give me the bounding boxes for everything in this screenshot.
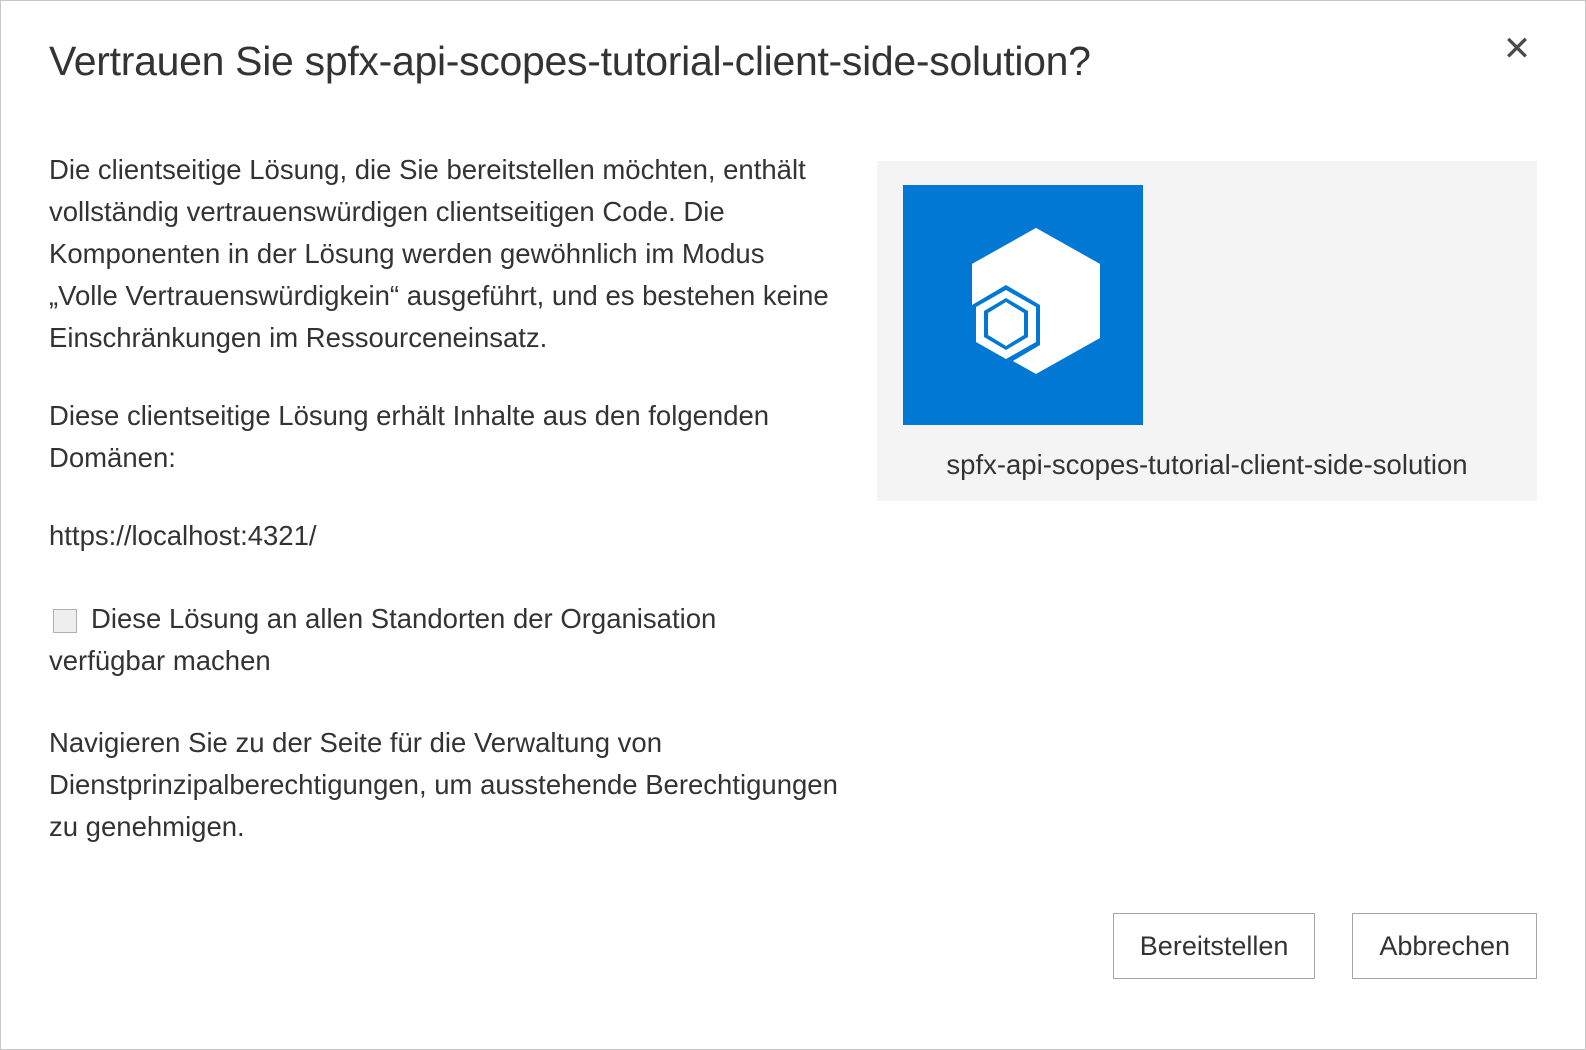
tenant-wide-deploy-checkbox[interactable] <box>53 609 77 633</box>
close-icon[interactable]: ✕ <box>1497 29 1537 69</box>
deploy-button[interactable]: Bereitstellen <box>1113 913 1316 979</box>
dialog-buttons <box>1113 913 1537 979</box>
solution-package-icon <box>903 185 1143 425</box>
solution-name: spfx-api-scopes-tutorial-client-side-solution <box>946 449 1468 480</box>
dialog-left-column <box>49 149 849 884</box>
domains-lead-paragraph: Diese clientseitige Lösung erhält Inhalte aus den folgenden Domänen: <box>49 400 770 474</box>
solution-card <box>877 161 1537 501</box>
cancel-button[interactable]: Abbrechen <box>1352 913 1537 979</box>
dialog-right-column <box>877 161 1537 501</box>
tenant-wide-deploy-label: Diese Lösung an allen Standorten der Organisation verfügbar machen <box>49 602 717 676</box>
tenant-wide-deploy-checkbox-row[interactable] <box>49 598 839 682</box>
domain-url: https://localhost:4321/ <box>49 520 317 552</box>
page-title: Vertrauen Sie spfx-api-scopes-tutorial-client-side-solution? <box>49 38 1091 84</box>
intro-paragraph: Die clientseitige Lösung, die Sie bereitstellen möchten, enthält vollständig vertrauenswürdigen clientseitigen Code. Die Komponenten in der Lösung werden gewöhnlich im Modus „Volle Vertrauenswürdigkein“ ausgeführt, und es bestehen keine Einschränkungen im Ressourceneinsatz. <box>49 154 829 354</box>
navigate-hint-paragraph: Navigieren Sie zu der Seite für die Verwaltung von Dienstprinzipalberechtigungen, um ausstehende Berechtigungen zu genehmigen. <box>49 726 838 842</box>
dialog-content <box>49 149 1537 1019</box>
